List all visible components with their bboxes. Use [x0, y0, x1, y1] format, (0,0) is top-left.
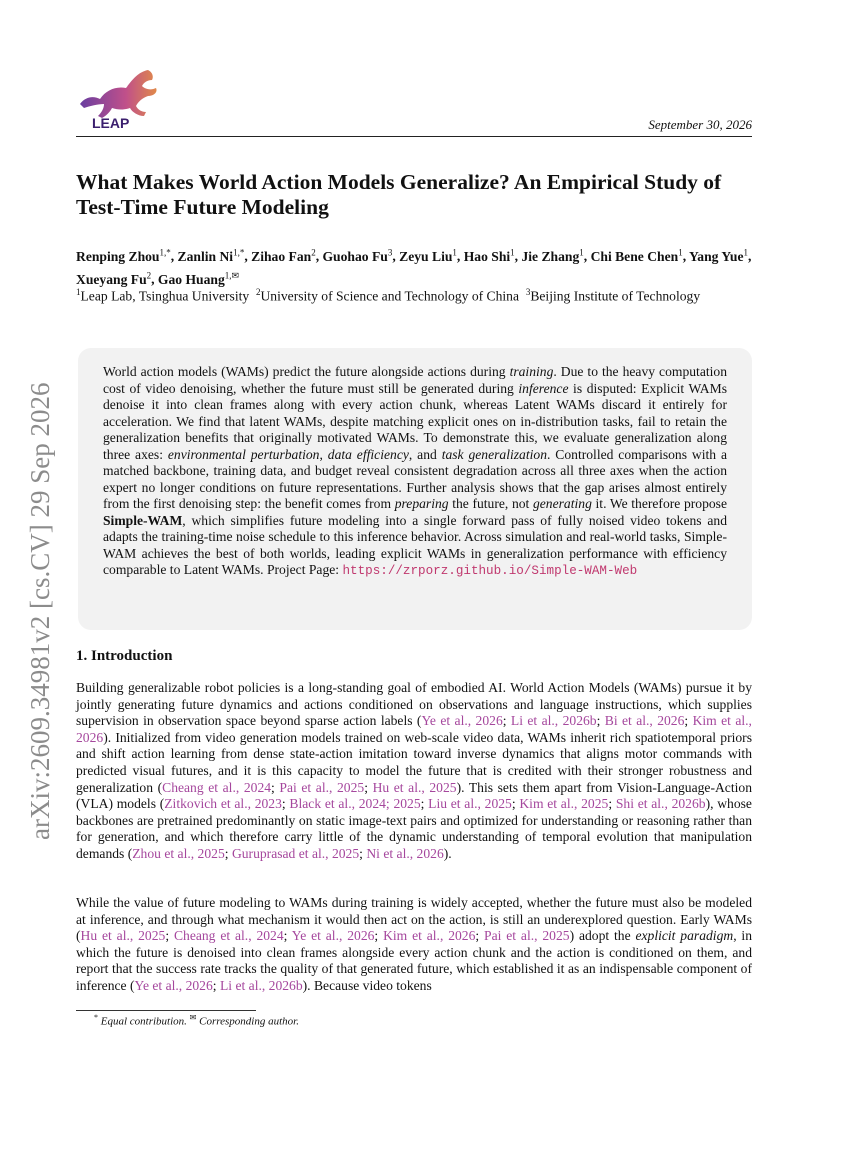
citation-link[interactable]: Pai et al., 2025 [484, 928, 570, 944]
citation-link[interactable]: Liu et al., 2025 [428, 796, 512, 812]
arxiv-identifier: arXiv:2609.34981v2 [cs.CV] 29 Sep 2026 [25, 382, 55, 840]
author: Xueyang Fu$^2$ [76, 270, 152, 287]
footnote: * Equal contribution. ✉ Corresponding author. [94, 1013, 299, 1028]
citation-link[interactable]: Kim et al., 2026 [383, 928, 476, 944]
affiliation: Leap Lab, Tsinghua University [80, 288, 250, 304]
citation-link[interactable]: Cheang et al., 2024 [173, 928, 284, 944]
citation-link[interactable]: Ni et al., 2026 [366, 845, 444, 861]
citation-link[interactable]: Kim et al., 2025 [519, 796, 609, 812]
affiliation: University of Science and Technology of China [260, 288, 520, 304]
intro-paragraph: Building generalizable robot policies is a long-standing goal of embodied AI. World Action Models (WAMs) pursue it by jointly generating future dynamics and actions conditioned on observations and language instructions, which supplies supervision in observation space beyond sparse action labels (Ye et al., 2026; Li et al., 2026b; Bi et al., 2026; Kim et al., 2026). Initialized from video generation models trained on web-scale video data, WAMs inherit rich spatiotemporal priors and shift action learning from dense state-action imitation toward inverse dynamics that aligns motor commands with predicted visual futures, and it is this capacity to model the future that is credited with their stronger robustness and generalization (Cheang et al., 2024; Pai et al., 2025; Hu et al., 2025). This sets them apart from Vision-Language-Action (VLA) models (Zitkovich et al., 2023; Black et al., 2024; 2025; Liu et al., 2025; Kim et al., 2025; Shi et al., 2026b), whose backbones are pretrained predominantly on static image-text pairs and optimized for understanding or reasoning rather than for generation, and which therefore carry little of the dynamic understanding of temporal evolution that manipulation demands (Zhou et al., 2025; Guruprasad et al., 2025; Ni et al., 2026). [76, 680, 752, 861]
author: Yang Yue$^1$ [688, 247, 749, 264]
citation-link[interactable]: Hu et al., 2025 [372, 779, 457, 795]
logo-text: LEAP [92, 115, 130, 131]
project-page-link[interactable]: https://zrporz.github.io/Simple-WAM-Web [342, 564, 638, 578]
author: Zihao Fan$^2$ [251, 247, 316, 264]
citation-link[interactable]: Cheang et al., 2024 [162, 779, 272, 795]
abstract-text: World action models (WAMs) predict the future alongside actions during training. Due to the heavy computation cost of video denoising, whether the future must still be generated during inference is disputed: Explicit WAMs denoise it into clean frames along with every action chunk, whereas Latent WAMs discard it entirely for acceleration. We find that latent WAMs, despite matching explicit ones on in-distribution tasks, fail to retain the generalization benefits that originally motivated WAMs. To demonstrate this, we evaluate generalization along three axes: environmental perturbation, data efficiency, and task generalization. Controlled comparisons with a matched backbone, training data, and budget reveal consistent degradation across all three axes when the action expert no longer conditions on future representations. Further analysis shows that the gap arises almost entirely from the first denoising step: the benefit comes from preparing the future, not generating it. We therefore propose Simple-WAM, which simplifies future modeling into a single forward pass of fully noised video tokens and adapts the training-time noise schedule to this inference behavior. Across simulation and real-world tasks, Simple-WAM achieves the best of both worlds, leading explicit WAMs in generalization performance with efficiency comparable to Latent WAMs. Project Page: https://zrporz.github.io/Simple-WAM-Web [103, 364, 727, 578]
citation-link[interactable]: Guruprasad et al., 2025 [231, 845, 360, 861]
author: Renping Zhou$^{1,*}$ [76, 247, 171, 264]
author-list: Renping Zhou$^{1,*}$, Zanlin $Ni^{1,*}$, Zihao Fan$^2$, Guohao Fu$^3$, Zeyu Liu$^1$, Hao Shi$^1$, Jie Zhang$^1$, Chi Bene Chen$^1$, Yang Yue$^1$, Xueyang Fu$^2$, Gao Huang$^{1,✉}$ [76, 247, 752, 287]
citation-link[interactable]: Pai et al., 2025 [279, 779, 365, 795]
section-heading: 1. Introduction [76, 648, 173, 664]
citation-link[interactable]: Ye et al., 2026 [291, 928, 375, 944]
citation-link[interactable]: Zitkovich et al., 2023 [164, 796, 282, 812]
paper-title: What Makes World Action Models Generalize? An Empirical Study of Test-Time Future Modeling [76, 170, 722, 219]
footnote-rule [76, 1010, 256, 1011]
author: Guohao Fu$^3$ [322, 247, 393, 264]
envelope-icon: ✉ [189, 1013, 197, 1022]
author: Zeyu Liu$^1$ [399, 247, 457, 264]
publication-date: September 30, 2026 [648, 117, 752, 132]
affiliations: $^1$Leap Lab, Tsinghua University $^2$University of Science and Technology of China $^3$Beijing Institute of Technology [76, 287, 701, 304]
header-rule [76, 136, 752, 137]
citation-link[interactable]: Shi et al., 2026b [615, 796, 706, 812]
leap-logo [76, 66, 166, 132]
citation-link[interactable]: Kim et al., 2026 [76, 713, 752, 745]
author: Chi Bene Chen$^1$ [590, 247, 683, 264]
author: Jie Zhang$^1$ [521, 247, 584, 264]
author: Zanlin $Ni^{1,*}$ [177, 247, 245, 264]
citation-link[interactable]: Bi et al., 2026 [604, 713, 685, 729]
citation-link[interactable]: Hu et al., 2025 [80, 928, 166, 944]
horse-logo-icon [76, 66, 166, 132]
author: Hao Shi$^1$ [463, 247, 515, 264]
citation-link[interactable]: Li et al., 2026b [510, 713, 597, 729]
citation-link[interactable]: Li et al., 2026b [219, 977, 303, 993]
affiliation: Beijing Institute of Technology [530, 288, 701, 304]
citation-link[interactable]: Ye et al., 2026 [134, 977, 213, 993]
author: Gao Huang$^{1,✉}$ [157, 270, 240, 287]
citation-link[interactable]: Zhou et al., 2025 [132, 845, 225, 861]
citation-link[interactable]: Ye et al., 2026 [421, 713, 503, 729]
intro-paragraph: While the value of future modeling to WAMs during training is widely accepted, whether the future must also be modeled at inference, and through what mechanism it would then act on the action, is still an underexplored question. Early WAMs (Hu et al., 2025; Cheang et al., 2024; Ye et al., 2026; Kim et al., 2026; Pai et al., 2025) adopt the explicit paradigm, in which the future is denoised into clean frames alongside every action chunk and the action is conditioned on them, and report that the success rate tracks the quality of that generated future, which established it as an indispensable component of inference (Ye et al., 2026; Li et al., 2026b). Because video tokens [76, 895, 753, 993]
citation-link[interactable]: Black et al., 2024; 2025 [289, 796, 421, 812]
